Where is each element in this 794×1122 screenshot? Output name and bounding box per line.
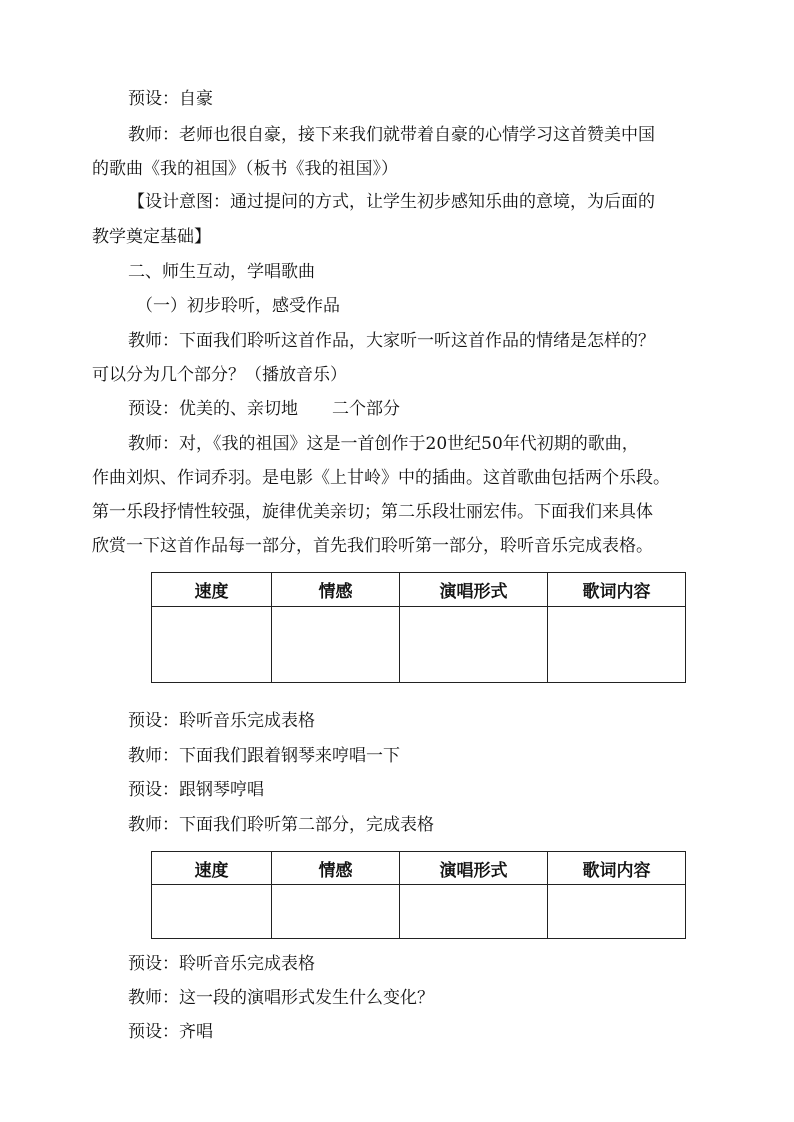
paragraph-preset-unison: 预设：齐唱 — [128, 1022, 213, 1042]
table1-header-speed: 速度 — [152, 573, 272, 607]
paragraph-preset-complete-2: 预设：聆听音乐完成表格 — [128, 954, 315, 974]
table1-cell-speed[interactable] — [152, 607, 272, 683]
paragraph-preset-complete: 预设：聆听音乐完成表格 — [128, 711, 315, 731]
paragraph-song-info-line1: 教师：对，《我的祖国》这是一首创作于20世纪50年代初期的歌曲， — [128, 434, 639, 454]
table2-header-lyrics: 歌词内容 — [548, 852, 686, 885]
paragraph-teacher-intro-line1: 教师：老师也很自豪，接下来我们就带着自豪的心情学习这首赞美中国 — [128, 125, 655, 145]
paragraph-listen-line2: 可以分为几个部分？（播放音乐） — [92, 365, 347, 385]
table2-header-emotion: 情感 — [272, 852, 400, 885]
paragraph-song-info-line4: 欣赏一下这首作品每一部分，首先我们聆听第一部分，聆听音乐完成表格。 — [92, 536, 653, 556]
paragraph-design-intent-line1: 【设计意图：通过提问的方式，让学生初步感知乐曲的意境，为后面的 — [128, 192, 655, 212]
subsection-heading: （一）初步聆听，感受作品 — [136, 296, 340, 316]
analysis-table-part1 — [151, 572, 686, 683]
table2-header-speed: 速度 — [152, 852, 272, 885]
paragraph-preset-pride: 预设：自豪 — [128, 89, 213, 109]
table2-cell-lyrics[interactable] — [548, 885, 686, 939]
paragraph-teacher-part2: 教师：下面我们聆听第二部分，完成表格 — [128, 815, 434, 835]
paragraph-song-info-line2: 作曲刘炽、作词乔羽。是电影《上甘岭》中的插曲。这首歌曲包括两个乐段。 — [92, 468, 670, 488]
table1-header-emotion: 情感 — [272, 573, 400, 607]
table1-cell-form[interactable] — [400, 607, 548, 683]
table2-cell-form[interactable] — [400, 885, 548, 939]
table1-header-form: 演唱形式 — [400, 573, 548, 607]
section-heading: 二、师生互动，学唱歌曲 — [128, 262, 315, 282]
table2-header-form: 演唱形式 — [400, 852, 548, 885]
analysis-table-part2 — [151, 851, 686, 939]
table1-header-lyrics: 歌词内容 — [548, 573, 686, 607]
paragraph-preset-mood: 预设：优美的、亲切地 二个部分 — [128, 399, 400, 419]
paragraph-teacher-question: 教师：这一段的演唱形式发生什么变化？ — [128, 988, 434, 1008]
paragraph-song-info-line3: 第一乐段抒情性较强，旋律优美亲切；第二乐段壮丽宏伟。下面我们来具体 — [92, 502, 653, 522]
paragraph-design-intent-line2: 教学奠定基础】 — [92, 227, 211, 247]
table2-cell-speed[interactable] — [152, 885, 272, 939]
table2-cell-emotion[interactable] — [272, 885, 400, 939]
paragraph-preset-hum: 预设：跟钢琴哼唱 — [128, 780, 264, 800]
paragraph-teacher-intro-line2: 的歌曲《我的祖国》（板书《我的祖国》） — [92, 159, 398, 179]
paragraph-teacher-piano: 教师：下面我们跟着钢琴来哼唱一下 — [128, 746, 400, 766]
paragraph-listen-line1: 教师：下面我们聆听这首作品，大家听一听这首作品的情绪是怎样的？ — [128, 331, 655, 351]
table1-cell-emotion[interactable] — [272, 607, 400, 683]
table1-cell-lyrics[interactable] — [548, 607, 686, 683]
